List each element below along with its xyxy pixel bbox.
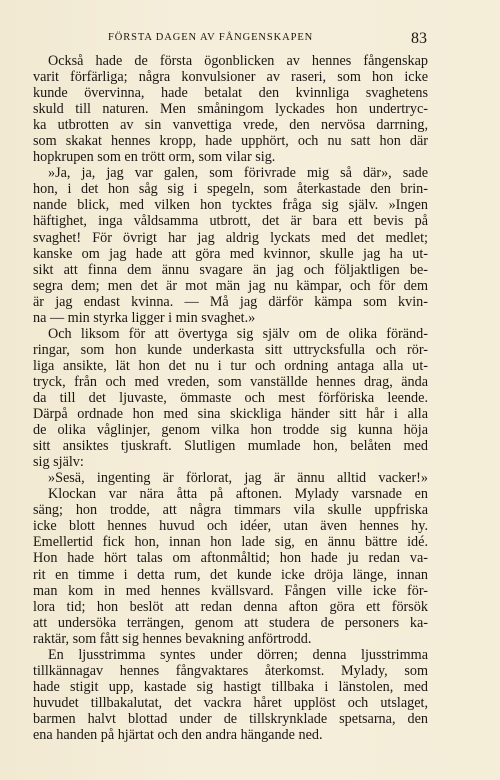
text-line: ringar, som hon kunde underkasta sitt uttrycksfulla och rör-	[33, 341, 428, 358]
text-line: sikt att finna dem ännu svagare än jag och följaktligen be-	[33, 261, 428, 278]
text-line: En ljusstrimma syntes under dörren; denna ljusstrimma	[48, 646, 428, 663]
text-line: nande blick, med vilken hon tycktes fråga sig själv. »Ingen	[33, 197, 428, 214]
running-title: FÖRSTA DAGEN AV FÅNGENSKAPEN	[108, 32, 314, 43]
text-line: »Ja, ja, jag var galen, som förivrade mig så där», sade	[48, 165, 428, 182]
text-line: liga ansikte, lät hon det nu i tur och ordning antaga alla ut-	[33, 357, 428, 374]
text-line: barmen halvt blottad under de tillskrynklade spetsarna, den	[33, 710, 428, 727]
text-line: sitt ansiktes tjuskraft. Slutligen mumlade hon, belåten med	[33, 438, 428, 455]
text-line: rit en timme i detta rum, det kunde icke dröja länge, innan	[33, 566, 428, 583]
text-line: Därpå ordnade hon med sina skickliga händer sitt hår i alla	[33, 406, 428, 423]
text-line: tryck, från och med vreden, som vanställde hennes drag, ända	[33, 373, 428, 390]
text-line: raktär, som fått sig hennes bevakning anförtrodd.	[33, 630, 312, 647]
text-line: Och liksom för att övertyga sig själv om de olika föränd-	[48, 325, 428, 342]
text-line: sig själv:	[33, 454, 84, 471]
text-line: da till det ljuvaste, ömmaste och mest förföriska leende.	[33, 389, 428, 406]
text-line: hade stigit upp, kastade sig hastigt tillbaka i länstolen, med	[33, 678, 428, 695]
text-line: lora tid; hon beslöt att redan denna afton göra ett försök	[33, 598, 428, 615]
text-line: de olika våglinjer, genom vilka hon trodde sig kunna höja	[33, 422, 428, 439]
text-line: Hon hade hört talas om aftonmåltid; hon hade ju redan va-	[33, 550, 428, 567]
text-line: hopkrupen som en trött orm, som vilar sig.	[33, 149, 276, 166]
text-line: kunde övervinna, hade betalat den kvinnliga svaghetens	[33, 85, 428, 102]
text-line: är jag endast kvinna. — Må jag därför kämpa som kvin-	[33, 293, 428, 310]
text-line: som skakat hennes kropp, hade upphört, och nu satt hon där	[33, 133, 428, 150]
text-line: varit förfärliga; några konvulsioner av raseri, som hon icke	[33, 69, 428, 86]
text-line: Emellertid fick hon, innan hon lade sig, en ännu bättre idé.	[33, 534, 428, 551]
text-line: man kom in med hennes kvällsvard. Fången ville icke för-	[33, 582, 428, 599]
text-line: säng; hon trodde, att några timmars vila skulle uppfriska	[33, 502, 428, 519]
text-line: ena handen på hjärtat och den andra hängande ned.	[33, 726, 323, 743]
running-head	[0, 32, 500, 48]
text-line: »Sesä, ingenting är förlorat, jag är ännu alltid vacker!»	[48, 470, 428, 487]
text-line: skuld till naturen. Men småningom lyckades hon undertryc-	[33, 101, 428, 118]
text-line: icke blott hennes huvud och idéer, utan även hennes hy.	[33, 518, 428, 535]
text-line: svaghet! För övrigt har jag aldrig lyckats med det medlet;	[33, 229, 428, 246]
text-line: Klockan var nära åtta på aftonen. Mylady varsnade en	[48, 486, 428, 503]
body-text	[33, 53, 428, 743]
text-line: tillkännagav hennes fångvaktares återkomst. Mylady, som	[33, 662, 428, 679]
text-line: häftighet, inga våldsamma utbrott, det är bara ett bevis på	[33, 213, 428, 230]
text-line: kanske om jag hade att göra med kvinnor, skulle jag ha ut-	[33, 245, 428, 262]
text-line: huvudet tillbakalutat, det vackra håret upplöst och utslaget,	[33, 694, 428, 711]
text-line: hon, i det hon såg sig i spegeln, som återkastade den brin-	[33, 181, 428, 198]
text-line: Också hade de första ögonblicken av hennes fångenskap	[48, 53, 428, 69]
text-line: att undersöka terrängen, genom att studera de personers ka-	[33, 614, 428, 631]
page-number: 83	[411, 30, 427, 47]
text-line: segra dem; men det är mot män jag nu kämpar, och för dem	[33, 277, 428, 294]
text-line: na — min styrka ligger i min svaghet.»	[33, 309, 256, 326]
text-line: ka utbrotten av sin vanvettiga vrede, den nervösa darrning,	[33, 117, 428, 134]
